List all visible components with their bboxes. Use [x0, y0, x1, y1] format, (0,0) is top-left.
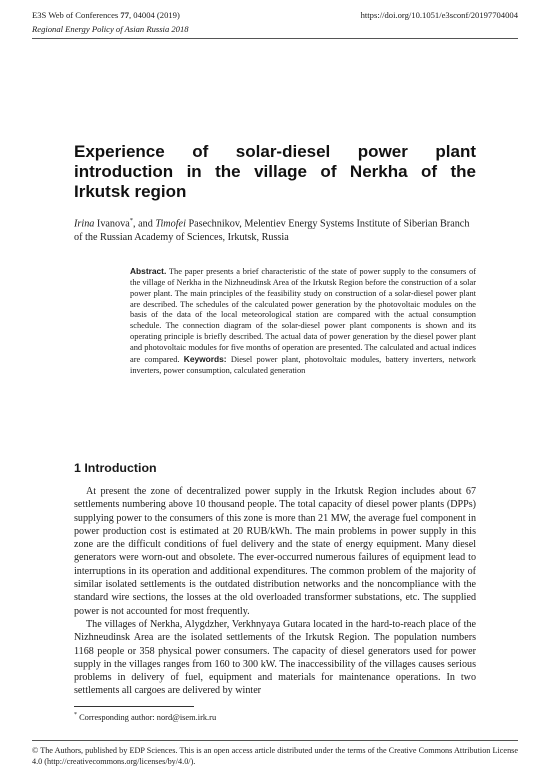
running-header	[32, 10, 518, 20]
body-text	[74, 485, 476, 698]
footnote-divider	[74, 706, 194, 707]
journal-citation: E3S Web of Conferences 77, 04004 (2019)	[32, 10, 180, 20]
author-first-name: Timofei	[155, 218, 186, 230]
author-first-name: Irina	[74, 218, 95, 230]
paragraph: The villages of Nerkha, Alygdzher, Verkhnyaya Gutara located in the hard-to-reach place of the Nizhneudinsk Area are the isolated settlements of the Irkutsk Region. The population numbers 1168 people or 358 physical power consumers. The capacity of diesel generators used for power supply in the villages ranges from 160 to 300 kW. The inaccessibility of the villages causes serious problems in delivery of fuel, equipment and materials for maintenance operations. In two settlements all cargoes are delivered by winter	[74, 618, 476, 697]
license-notice: © The Authors, published by EDP Sciences. This is an open access article distributed under the terms of the Creative Commons Attribution License 4.0 (http://creativecommons.org/licenses/by/4.0/).	[32, 746, 518, 766]
author-affiliation: Irina Ivanova*, and Timofei Pasechnikov, Melentiev Energy Systems Institute of Siberian Branch of the Russian Academy of Sciences, Irkutsk, Russia	[74, 217, 470, 243]
footer-divider	[32, 740, 518, 741]
corresponding-mark: *	[129, 217, 133, 224]
footnote	[74, 712, 216, 722]
header-divider	[32, 38, 518, 39]
title-line: Irkutsk region	[74, 182, 187, 201]
footnote-text: Corresponding author: nord@isem.irk.ru	[77, 712, 217, 722]
keywords-label: Keywords:	[183, 353, 227, 364]
section-heading: 1 Introduction	[74, 461, 157, 475]
footnote-mark: *	[74, 712, 77, 718]
title-line: introduction in the village of Nerkha of the	[74, 162, 476, 181]
doi-link[interactable]: https://doi.org/10.1051/e3sconf/20197704004	[360, 10, 518, 20]
abstract	[130, 266, 476, 376]
paragraph: At present the zone of decentralized power supply in the Irkutsk Region includes about 67 settlements numbering above 10 thousand people. The total capacity of diesel power plants (DPPs) supplying power to the consumers of this zone is more than 21 MW, the average fuel component in power production cost is estimated at 20 RUB/kWh. The main problems in power supply in this zone are the difficult conditions of fuel delivery and the state of energy equipment. Many diesel generators were worn-out and obsolete. The ever-occurred numerous failures of equipment lead to interruptions in its operation and additional expenditures. The common problem of the majority of similar isolated settlements is the outdated distribution networks and the noncompliance with the standard wire sections, the losses at the old overloaded transformer substations, etc. The supplied power is not accounted for most frequently.	[74, 486, 476, 617]
keywords-text: Diesel power plant, photovoltaic modules, battery inverters, network inverters, power consumption, calculated generation	[130, 354, 476, 375]
abstract-text: The paper presents a brief characteristic of the state of power supply to the consumers of the village of Nerkha in the Nizhneudinsk Area of the Irkutsk Region before the construction of a solar power plant. The main principles of the feasibility study on construction of a solar-diesel power plant are described. The schedules of the calculated power generation by the photovoltaic modules on the basis of the data of the local meteorological station are compared with the actual consumption schedule. The connection diagram of the solar-diesel power plant components is shown and its operating principle is briefly described. The actual data of power generation by the diesel power plant and photovoltaic modules for five months of operation are presented. The calculated and actual indices are compared.	[130, 267, 476, 364]
title-line: Experience of solar-diesel power plant	[74, 142, 476, 161]
paper-title	[74, 142, 476, 202]
abstract-label: Abstract.	[130, 266, 167, 276]
volume-number: 77	[120, 10, 129, 20]
author-affiliation-text: Pasechnikov, Melentiev Energy Systems Institute of Siberian Branch of the Russian Academy of Sciences, Irkutsk, Russia	[74, 218, 470, 243]
conference-name: Regional Energy Policy of Asian Russia 2018	[32, 24, 189, 34]
